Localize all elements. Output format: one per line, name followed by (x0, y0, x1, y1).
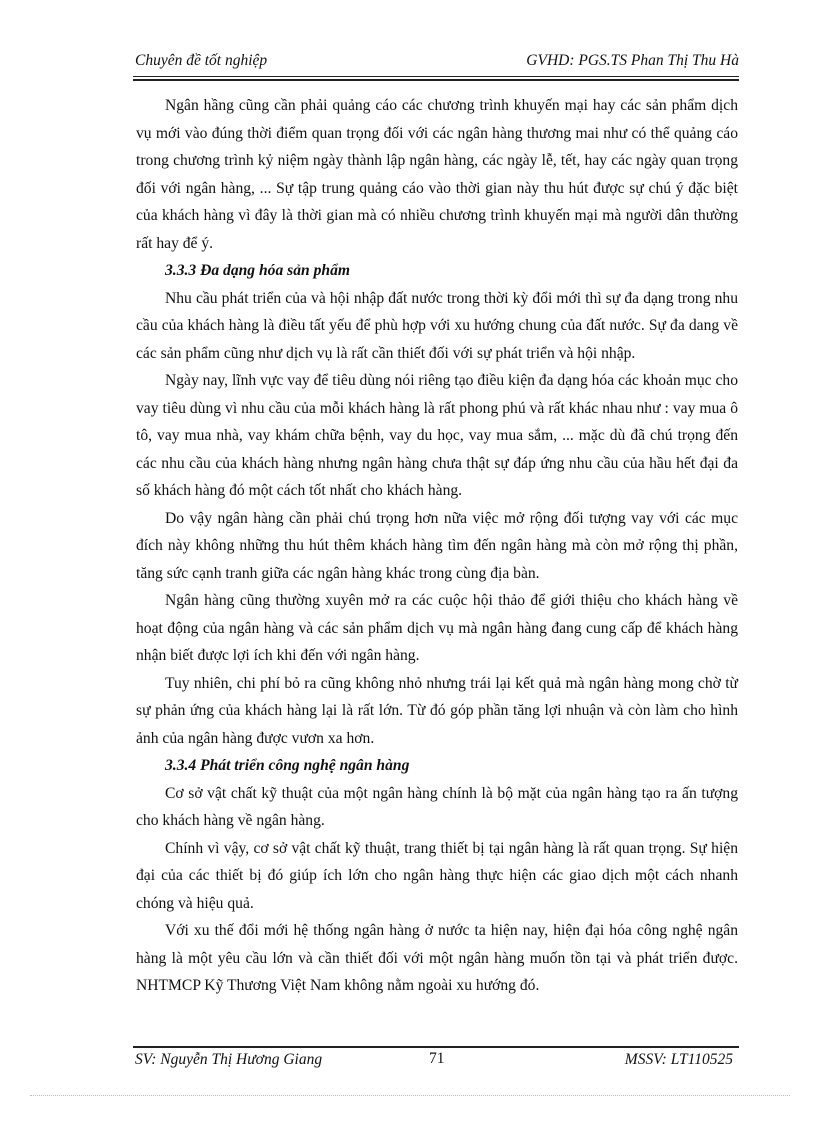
section-heading: 3.3.4 Phát triển công nghệ ngân hàng (165, 757, 410, 774)
paragraph: Cơ sở vật chất kỹ thuật của một ngân hàng chính là bộ mặt của ngân hàng tạo ra ấn tượng cho khách hàng về ngân hàng. (136, 784, 738, 829)
page-bottom-dotted-line (30, 1095, 790, 1096)
footer-rule (133, 1046, 739, 1048)
paragraph: Ngân hầng cũng cần phải quảng cáo các chương trình khuyến mại hay các sản phẩm dịch vụ mới vào đúng thời điểm quan trọng đối với các ngân hàng thương mai như có thể quảng cáo trong chương trình kỷ niệm ngày thành lập ngân hàng, các ngày lễ, tết, hay các ngày quan trọng đối với ngân hàng, ... Sự tập trung quảng cáo vào thời gian này thu hút được sự chú ý đặc biệt của khách hàng vì đây là thời gian mà có nhiều chương trình khuyến mại mà người dân thường rất hay để ý. (136, 97, 738, 252)
footer-student-id: MSSV: LT110525 (624, 1051, 733, 1068)
paragraph: Với xu thế đổi mới hệ thống ngân hàng ở nước ta hiện nay, hiện đại hóa công nghệ ngân hàng là một yêu cầu lớn và cần thiết đối với một ngân hàng muốn tồn tại và phát triển được. NHTMCP Kỹ Thương Việt Nam không nằm ngoài xu hướng đó. (136, 922, 738, 994)
page-number: 71 (429, 1050, 445, 1067)
footer-student: SV: Nguyễn Thị Hương Giang (135, 1051, 323, 1068)
page-footer (133, 1050, 739, 1074)
document-body (136, 92, 738, 1000)
paragraph: Ngày nay, lĩnh vực vay để tiêu dùng nói riêng tạo điều kiện đa dạng hóa các khoản mục cho vay tiêu dùng vì nhu cầu của mỗi khách hàng là rất phong phú và rất khác nhau như : vay mua ô tô, vay mua nhà, vay khám chữa bệnh, vay du học, vay mua sắm, ... mặc dù đã chú trọng đến các nhu cầu của khách hàng nhưng ngân hàng chưa thật sự đáp ứng nhu cầu của hầu hết đại đa số khách hàng đó một cách tốt nhất cho khách hàng. (136, 372, 738, 499)
paragraph: Chính vì vậy, cơ sở vật chất kỹ thuật, trang thiết bị tại ngân hàng là rất quan trọng. Sự hiện đại của các thiết bị đó giúp ích lớn cho ngân hàng thực hiện các giao dịch một cách nhanh chóng và hiệu quả. (136, 839, 738, 912)
header-rule-thick (133, 79, 739, 81)
header-rule-thin (133, 76, 739, 77)
paragraph: Nhu cầu phát triển của và hội nhập đất nước trong thời kỳ đổi mới thì sự đa dạng trong nhu cầu của khách hàng là điều tất yếu để phù hợp với xu hướng chung của đất nước. Sự đa dang về các sản phẩm cũng như dịch vụ là rất cần thiết đối với sự phát triển và hội nhập. (136, 289, 738, 362)
page-header (133, 50, 739, 74)
paragraph: Tuy nhiên, chi phí bỏ ra cũng không nhỏ nhưng trái lại kết quả mà ngân hàng mong chờ từ sự phản ứng của khách hàng lại là rất lớn. Từ đó góp phần tăng lợi nhuận và còn làm cho hình ảnh của ngân hàng được vươn xa hơn. (136, 674, 738, 747)
paragraph: Do vậy ngân hàng cần phải chú trọng hơn nữa việc mở rộng đối tượng vay với các mục đích này không những thu hút thêm khách hàng tìm đến ngân hàng mà còn mở rộng thị phần, tăng sức cạnh tranh giữa các ngân hàng khác trong cùng địa bàn. (136, 509, 738, 582)
section-heading: 3.3.3 Đa dạng hóa sản phẩm (165, 262, 351, 279)
header-title: Chuyên đề tốt nghiệp (135, 52, 268, 69)
paragraph: Ngân hàng cũng thường xuyên mở ra các cuộc hội thảo để giới thiệu cho khách hàng về hoạt động của ngân hàng và các sản phẩm dịch vụ mà ngân hàng đang cung cấp để khách hàng nhận biết được lợi ích khi đến với ngân hàng. (136, 592, 738, 664)
header-advisor: GVHD: PGS.TS Phan Thị Thu Hà (526, 52, 739, 69)
